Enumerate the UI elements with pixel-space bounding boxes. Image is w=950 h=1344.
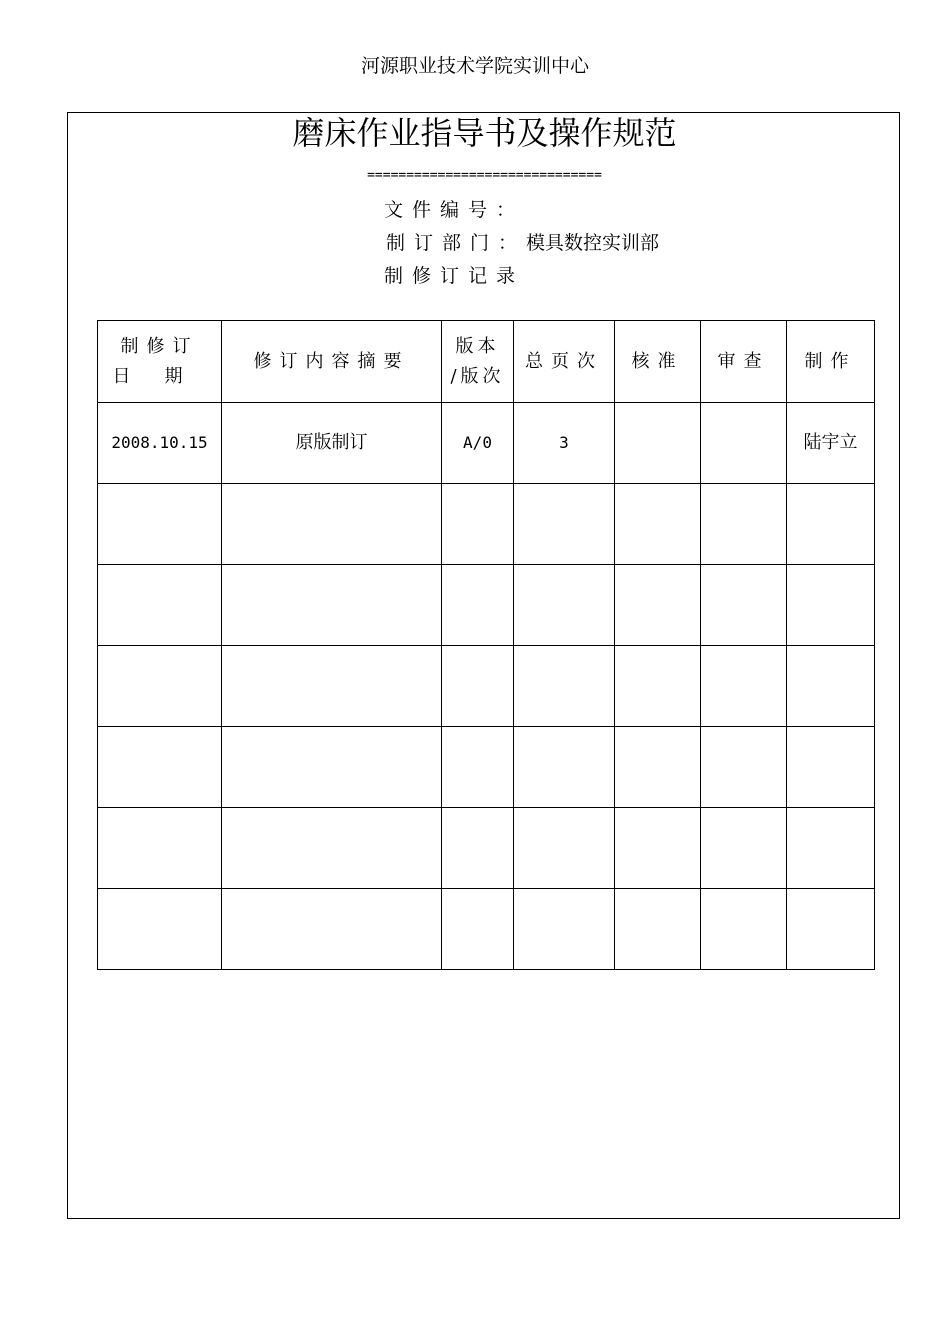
- record-heading: 制修订记录: [384, 265, 525, 287]
- cell-prepared: [787, 727, 875, 808]
- cell-version: [442, 646, 514, 727]
- cell-date: [98, 889, 222, 970]
- cell-date: [98, 565, 222, 646]
- cell-approve: [615, 403, 701, 484]
- cell-prepared: 陆宇立: [787, 403, 875, 484]
- cell-version: [442, 808, 514, 889]
- cell-pages: [514, 889, 615, 970]
- cell-approve: [615, 808, 701, 889]
- header-date: [98, 321, 222, 403]
- cell-summary: [222, 484, 442, 565]
- document-title: 磨床作业指导书及操作规范: [292, 114, 677, 152]
- cell-version: [442, 727, 514, 808]
- cell-prepared: [787, 484, 875, 565]
- department-line: [386, 231, 659, 255]
- cell-review: [701, 646, 787, 727]
- table-row: [98, 565, 875, 646]
- cell-prepared: [787, 889, 875, 970]
- cell-review: [701, 403, 787, 484]
- cell-summary: [222, 646, 442, 727]
- table-row: [98, 403, 875, 484]
- department-value: 模具数控实训部: [526, 232, 660, 254]
- header-summary: 修订内容摘要: [222, 321, 442, 403]
- cell-review: [701, 727, 787, 808]
- table-row: [98, 646, 875, 727]
- cell-date: [98, 484, 222, 565]
- cell-summary: [222, 727, 442, 808]
- cell-approve: [615, 484, 701, 565]
- cell-approve: [615, 565, 701, 646]
- cell-summary: [222, 808, 442, 889]
- cell-date: [98, 727, 222, 808]
- cell-pages: 3: [514, 403, 615, 484]
- header-pages: 总页次: [514, 321, 615, 403]
- cell-review: [701, 808, 787, 889]
- header-version-line2: /版次: [450, 365, 505, 387]
- cell-pages: [514, 727, 615, 808]
- table-row: [98, 808, 875, 889]
- organization-header: 河源职业技术学院实训中心: [360, 55, 589, 77]
- file-number-label: 文件编号：: [384, 199, 525, 221]
- table-row: [98, 889, 875, 970]
- cell-pages: [514, 646, 615, 727]
- header-version-line1: 版本: [455, 335, 500, 357]
- cell-date: [98, 646, 222, 727]
- file-number-line: [384, 198, 524, 222]
- table-row: [98, 484, 875, 565]
- header-review: 审查: [701, 321, 787, 403]
- header-date-line2: 日期: [112, 365, 217, 387]
- header-prepared: 制作: [787, 321, 875, 403]
- revision-table-header-row: [98, 321, 875, 403]
- department-label: 制订部门：: [386, 232, 527, 254]
- cell-review: [701, 484, 787, 565]
- document-frame: [67, 112, 900, 1219]
- cell-pages: [514, 484, 615, 565]
- cell-pages: [514, 808, 615, 889]
- cell-version: A/0: [442, 403, 514, 484]
- cell-summary: 原版制订: [222, 403, 442, 484]
- header-version: [442, 321, 514, 403]
- cell-version: [442, 565, 514, 646]
- cell-approve: [615, 889, 701, 970]
- cell-prepared: [787, 565, 875, 646]
- header-date-line1: 制修订: [120, 335, 199, 357]
- cell-pages: [514, 565, 615, 646]
- cell-prepared: [787, 808, 875, 889]
- cell-review: [701, 565, 787, 646]
- cell-date: [98, 808, 222, 889]
- cell-approve: [615, 646, 701, 727]
- title-separator: ==============================: [367, 169, 602, 183]
- cell-summary: [222, 889, 442, 970]
- cell-review: [701, 889, 787, 970]
- table-row: [98, 727, 875, 808]
- header-approve: 核准: [615, 321, 701, 403]
- cell-version: [442, 484, 514, 565]
- cell-date: 2008.10.15: [98, 403, 222, 484]
- cell-prepared: [787, 646, 875, 727]
- cell-approve: [615, 727, 701, 808]
- revision-table: [97, 320, 875, 970]
- cell-summary: [222, 565, 442, 646]
- cell-version: [442, 889, 514, 970]
